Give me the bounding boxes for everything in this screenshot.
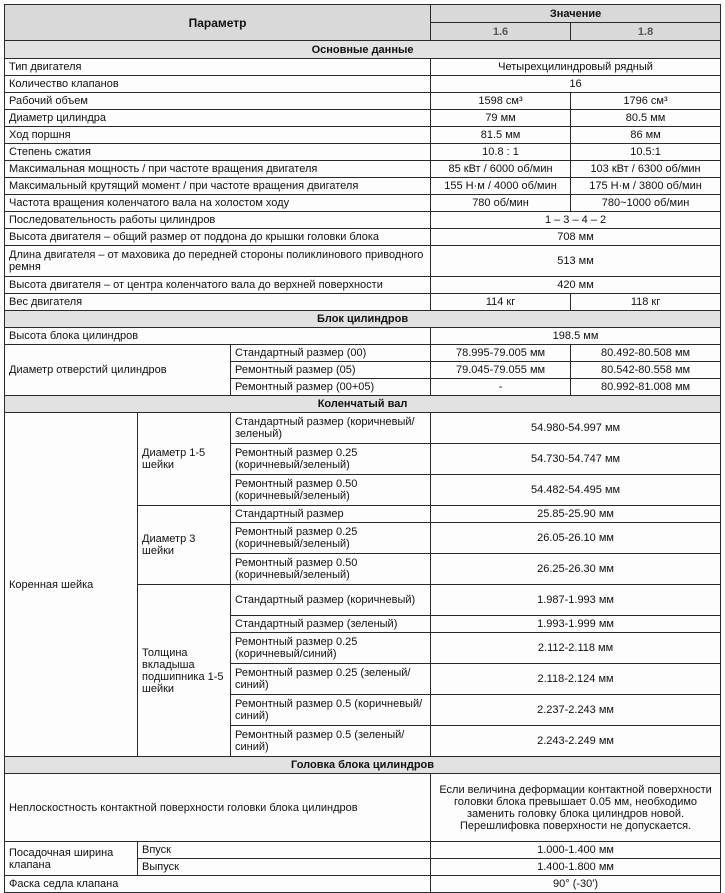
flatness-label: Неплоскостность контактной поверхности головки блока цилиндров [5,774,431,842]
displacement-16: 1598 см³ [431,93,571,110]
crank-height-label: Высота двигателя – от центра коленчатого вала до верхней поверхности [5,277,431,294]
engine-length-label: Длина двигателя – от маховика до передней стороны поликлинового приводного ремня [5,246,431,277]
bore-size-18: 80.992-81.008 мм [571,379,721,396]
crank-group-label: Толщина вкладыша подшипника 1-5 шейки [138,585,231,757]
bore-16: 79 мм [431,110,571,127]
power-18: 103 кВт / 6300 об/мин [571,161,721,178]
section-block-title: Блок цилиндров [5,311,721,328]
crank-size-value: 25.85-25.90 мм [431,506,721,523]
seat-chamfer-value: 90° (-30') [431,876,721,893]
crank-size-value: 54.980-54.997 мм [431,413,721,444]
displacement-label: Рабочий объем [5,93,431,110]
crank-size-label: Стандартный размер (зеленый) [231,616,431,633]
crank-size-label: Стандартный размер (коричневый/зеленый) [231,413,431,444]
intake-value: 1.000-1.400 мм [431,842,721,859]
bore-label: Диаметр цилиндра [5,110,431,127]
crank-size-value: 2.118-2.124 мм [431,664,721,695]
bore-size-16: 78.995-79.005 мм [431,345,571,362]
crank-size-label: Стандартный размер [231,506,431,523]
bore-size-label: Стандартный размер (00) [231,345,431,362]
crank-size-value: 2.237-2.243 мм [431,695,721,726]
seat-width-label: Посадочная ширина клапана [5,842,138,876]
crank-size-value: 54.730-54.747 мм [431,444,721,475]
crank-size-label: Ремонтный размер 0.5 (зеленый/синий) [231,726,431,757]
stroke-16: 81.5 мм [431,127,571,144]
engine-length-value: 513 мм [431,246,721,277]
crank-size-value: 2.112-2.118 мм [431,633,721,664]
intake-label: Впуск [138,842,431,859]
engine-type-label: Тип двигателя [5,59,431,76]
weight-18: 118 кг [571,294,721,311]
crank-size-value: 26.25-26.30 мм [431,554,721,585]
seat-chamfer-label: Фаска седла клапана [5,876,431,893]
torque-label: Максимальный крутящий момент / при частоте вращения двигателя [5,178,431,195]
bore-diameter-label: Диаметр отверстий цилиндров [5,345,231,396]
stroke-label: Ход поршня [5,127,431,144]
block-height-label: Высота блока цилиндров [5,328,431,345]
param-header: Параметр [5,5,431,41]
crank-size-label: Ремонтный размер 0.25 (зеленый/синий) [231,664,431,695]
exhaust-label: Выпуск [138,859,431,876]
crank-size-value: 2.243-2.249 мм [431,726,721,757]
section-crank-title: Коленчатый вал [5,396,721,413]
weight-label: Вес двигателя [5,294,431,311]
main-journal-label: Коренная шейка [5,413,138,757]
crank-size-label: Ремонтный размер 0.25 (коричневый/зеленый) [231,444,431,475]
section-head-title: Головка блока цилиндров [5,757,721,774]
block-height-value: 198.5 мм [431,328,721,345]
engine-height-label: Высота двигателя – общий размер от поддона до крышки головки блока [5,229,431,246]
value-header: Значение [431,5,721,23]
value-header-16: 1.6 [431,23,571,41]
crank-size-value: 1.993-1.999 мм [431,616,721,633]
displacement-18: 1796 см³ [571,93,721,110]
compression-16: 10.8 : 1 [431,144,571,161]
compression-label: Степень сжатия [5,144,431,161]
crank-size-label: Ремонтный размер 0.50 (коричневый/зеленый) [231,554,431,585]
valves-label: Количество клапанов [5,76,431,93]
crank-size-value: 1.987-1.993 мм [431,585,721,616]
compression-18: 10.5:1 [571,144,721,161]
crank-group-label: Диаметр 3 шейки [138,506,231,585]
weight-16: 114 кг [431,294,571,311]
crank-group-label: Диаметр 1-5 шейки [138,413,231,506]
section-main-title: Основные данные [5,41,721,59]
stroke-18: 86 мм [571,127,721,144]
power-16: 85 кВт / 6000 об/мин [431,161,571,178]
idle-18: 780~1000 об/мин [571,195,721,212]
crank-size-label: Ремонтный размер 0.5 (коричневый/синий) [231,695,431,726]
bore-size-18: 80.542-80.558 мм [571,362,721,379]
crank-size-label: Ремонтный размер 0.50 (коричневый/зеленый) [231,475,431,506]
power-label: Максимальная мощность / при частоте вращения двигателя [5,161,431,178]
crank-size-value: 26.05-26.10 мм [431,523,721,554]
crank-size-label: Ремонтный размер 0.25 (коричневый/синий) [231,633,431,664]
flatness-value: Если величина деформации контактной поверхности головки блока превышает 0.05 мм, необходимо заменить головку блока цилиндров новой. Перешлифовка поверхности не допускается. [431,774,721,842]
value-header-18: 1.8 [571,23,721,41]
bore-size-16: - [431,379,571,396]
torque-16: 155 Н·м / 4000 об/мин [431,178,571,195]
bore-size-label: Ремонтный размер (05) [231,362,431,379]
bore-18: 80.5 мм [571,110,721,127]
engine-height-value: 708 мм [431,229,721,246]
exhaust-value: 1.400-1.800 мм [431,859,721,876]
crank-size-label: Ремонтный размер 0.25 (коричневый/зеленый) [231,523,431,554]
crank-size-label: Стандартный размер (коричневый) [231,585,431,616]
firing-order-label: Последовательность работы цилиндров [5,212,431,229]
valves-value: 16 [431,76,721,93]
idle-16: 780 об/мин [431,195,571,212]
idle-label: Частота вращения коленчатого вала на холостом ходу [5,195,431,212]
bore-size-18: 80.492-80.508 мм [571,345,721,362]
bore-size-label: Ремонтный размер (00+05) [231,379,431,396]
crank-height-value: 420 мм [431,277,721,294]
engine-spec-table [4,4,721,893]
firing-order-value: 1 – 3 – 4 – 2 [431,212,721,229]
torque-18: 175 Н·м / 3800 об/мин [571,178,721,195]
engine-type-value: Четырехцилиндровый рядный [431,59,721,76]
bore-size-16: 79.045-79.055 мм [431,362,571,379]
crank-size-value: 54.482-54.495 мм [431,475,721,506]
